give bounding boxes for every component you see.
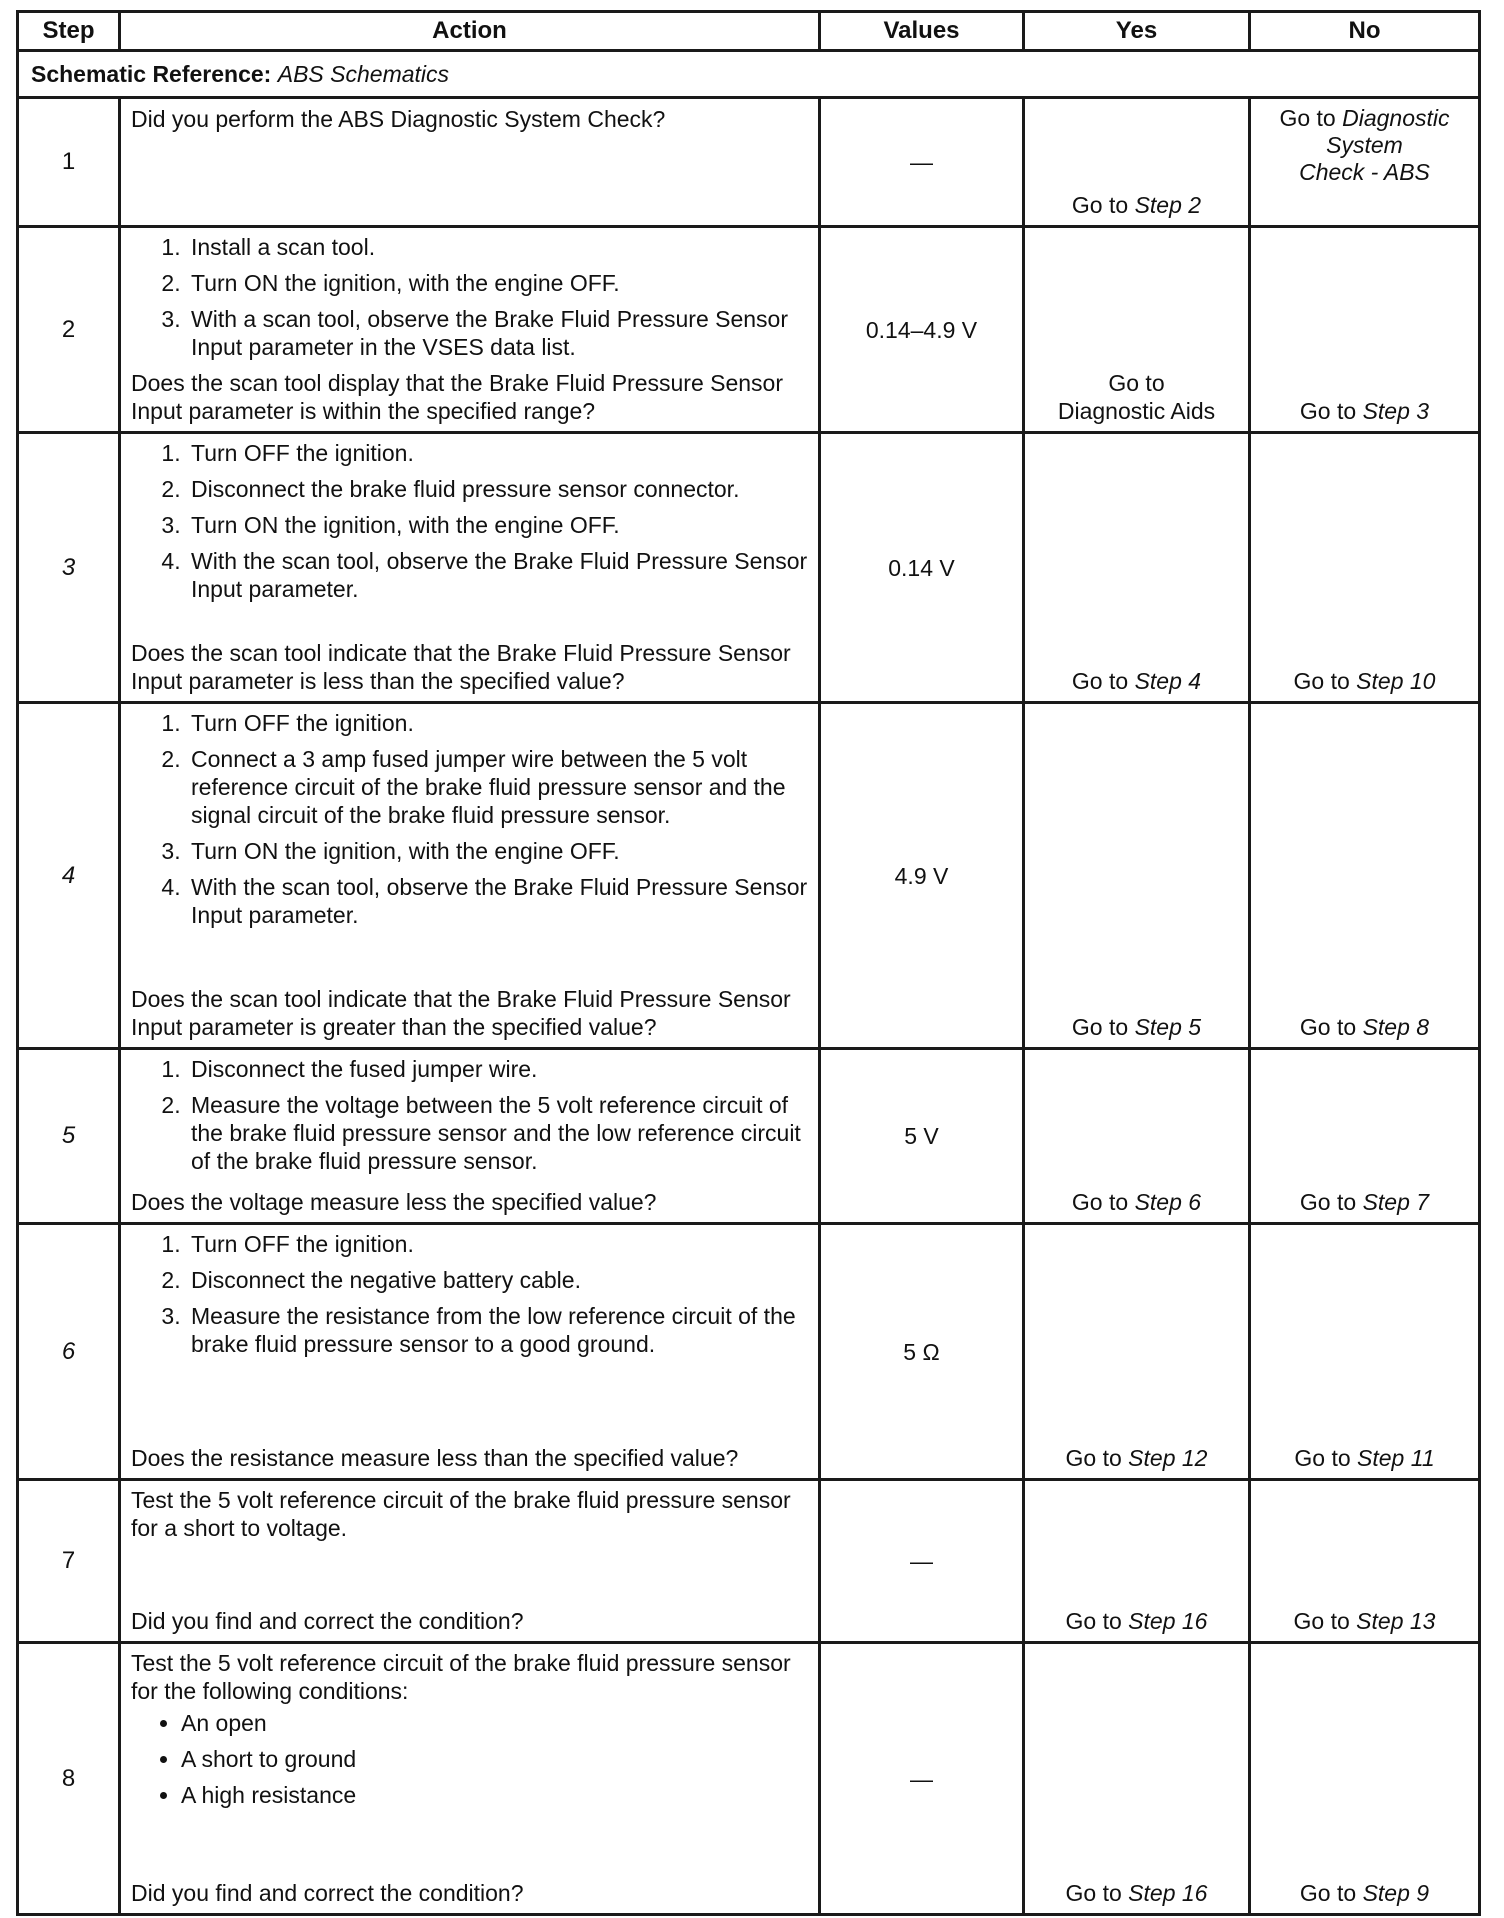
condition-item: • A high resistance (181, 1781, 808, 1809)
value-text: — (910, 1765, 933, 1792)
action-intro: Did you perform the ABS Diagnostic System Check? (131, 106, 666, 132)
action-cell (120, 98, 820, 227)
no-cell (1250, 1643, 1480, 1915)
no-cell (1250, 433, 1480, 703)
action-step: 4. With the scan tool, observe the Brake Fluid Pressure Sensor Input parameter. (187, 873, 808, 929)
value-text: 5 Ω (903, 1338, 940, 1365)
action-step: 1. Turn OFF the ignition. (187, 1230, 808, 1258)
yes-cell (1024, 1049, 1250, 1224)
action-step: 2. Connect a 3 amp fused jumper wire between the 5 volt reference circuit of the brake fluid pressure sensor and the signal circuit of the brake fluid pressure sensor. (187, 745, 808, 829)
action-steps (131, 439, 808, 611)
value-cell (820, 1224, 1024, 1480)
no-target: Step 3 (1362, 398, 1430, 424)
no-cell (1250, 227, 1480, 433)
no-cell (1250, 1049, 1480, 1224)
value-text: 0.14 V (888, 554, 955, 581)
header-no: No (1250, 12, 1480, 51)
condition-item: • A short to ground (181, 1745, 808, 1773)
action-question: Does the voltage measure less the specified value? (131, 1189, 657, 1215)
action-question: Does the scan tool indicate that the Brake Fluid Pressure Sensor Input parameter is less than the specified value? (131, 640, 791, 694)
action-cell (120, 1480, 820, 1643)
header-values: Values (820, 12, 1024, 51)
yes-cell (1024, 703, 1250, 1049)
schematic-link[interactable]: ABS Schematics (277, 61, 450, 87)
header-action: Action (120, 12, 820, 51)
yes-cell (1024, 1224, 1250, 1480)
action-cell (120, 703, 820, 1049)
table-row (18, 1480, 1480, 1643)
yes-target: Step 16 (1128, 1880, 1208, 1906)
go-to-text: Go to (1293, 1608, 1350, 1634)
no-target-line2: System (1326, 132, 1403, 158)
action-step: 2. Disconnect the negative battery cable. (187, 1266, 808, 1294)
action-cell (120, 433, 820, 703)
action-intro: Test the 5 volt reference circuit of the brake fluid pressure sensor for the following conditions: (131, 1650, 791, 1704)
value-cell (820, 703, 1024, 1049)
yes-link[interactable] (1025, 1013, 1248, 1041)
no-link[interactable] (1251, 397, 1478, 425)
value-text: 0.14–4.9 V (865, 316, 978, 343)
go-to-text: Go to (1299, 1880, 1357, 1906)
value-text: — (910, 149, 933, 175)
value-text: 4.9 V (894, 862, 949, 889)
action-question: Did you find and correct the condition? (131, 1608, 524, 1634)
go-to-text: Go to (1071, 1014, 1129, 1040)
action-step: 2. Disconnect the brake fluid pressure sensor connector. (187, 475, 808, 503)
table-row (18, 227, 1480, 433)
action-steps (131, 1230, 808, 1366)
yes-link[interactable] (1025, 1879, 1248, 1907)
go-to-text: Go to (1299, 398, 1357, 424)
value-text: — (910, 1548, 933, 1574)
diagnostic-table (16, 10, 1481, 1916)
yes-target: Step 6 (1134, 1189, 1202, 1215)
value-cell (820, 1643, 1024, 1915)
value-cell (820, 1049, 1024, 1224)
go-to-text: Go to (1065, 1880, 1122, 1906)
yes-cell (1024, 1643, 1250, 1915)
header-step: Step (18, 12, 120, 51)
no-target: Step 7 (1362, 1189, 1430, 1215)
yes-link[interactable] (1025, 369, 1248, 425)
table-row (18, 98, 1480, 227)
action-cell (120, 1643, 820, 1915)
no-cell (1250, 703, 1480, 1049)
no-link[interactable] (1251, 1444, 1478, 1472)
yes-target: Step 12 (1128, 1445, 1208, 1471)
table-row (18, 1224, 1480, 1480)
value-text: 5 V (904, 1123, 939, 1149)
action-cell (120, 227, 820, 433)
yes-cell (1024, 98, 1250, 227)
yes-link[interactable] (1025, 667, 1248, 695)
yes-link[interactable] (1025, 1444, 1248, 1472)
no-link[interactable] (1251, 1188, 1478, 1216)
no-target: Step 11 (1357, 1445, 1435, 1471)
no-link[interactable] (1251, 1607, 1478, 1635)
schematic-reference (18, 51, 1480, 98)
no-target-line1: Diagnostic (1342, 105, 1450, 131)
value-cell (820, 1480, 1024, 1643)
no-link[interactable] (1251, 99, 1478, 186)
yes-cell (1024, 1480, 1250, 1643)
table-row (18, 433, 1480, 703)
go-to-text: Go to (1293, 668, 1350, 694)
yes-cell (1024, 227, 1250, 433)
table-row (18, 703, 1480, 1049)
step-number: 7 (18, 1480, 120, 1643)
yes-target: Step 5 (1134, 1014, 1202, 1040)
step-number: 8 (18, 1643, 120, 1915)
no-cell (1250, 1224, 1480, 1480)
table-row (18, 1643, 1480, 1915)
action-step: 2. Measure the voltage between the 5 volt reference circuit of the brake fluid pressure sensor and the low reference circuit of the brake fluid pressure sensor. (187, 1091, 808, 1175)
go-to-text: Go to (1071, 192, 1129, 218)
action-question: Does the scan tool indicate that the Brake Fluid Pressure Sensor Input parameter is greater than the specified value? (131, 986, 791, 1040)
no-cell (1250, 1480, 1480, 1643)
action-step: 1. Disconnect the fused jumper wire. (187, 1055, 808, 1083)
diagnostic-table-page (16, 10, 1478, 1916)
header-yes: Yes (1024, 12, 1250, 51)
go-to-text: Go to (1108, 370, 1165, 396)
action-question: Did you find and correct the condition? (131, 1880, 524, 1906)
value-cell (820, 227, 1024, 433)
step-number: 5 (18, 1049, 120, 1224)
no-target: Step 10 (1356, 668, 1436, 694)
no-link[interactable] (1251, 1879, 1478, 1907)
action-step: 3. Turn ON the ignition, with the engine OFF. (187, 837, 808, 865)
step-number: 3 (18, 433, 120, 703)
value-cell (820, 433, 1024, 703)
go-to-text: Go to (1294, 1445, 1351, 1471)
action-steps (131, 233, 808, 369)
condition-item: • An open (181, 1709, 808, 1737)
no-target: Step 8 (1362, 1014, 1430, 1040)
action-step: 1. Turn OFF the ignition. (187, 439, 808, 467)
action-step: 3. With a scan tool, observe the Brake Fluid Pressure Sensor Input parameter in the VSES data list. (187, 305, 808, 361)
step-number: 6 (18, 1224, 120, 1480)
action-cell (120, 1049, 820, 1224)
yes-link[interactable] (1025, 1607, 1248, 1635)
no-target: Step 13 (1356, 1608, 1436, 1634)
step-number: 1 (18, 98, 120, 227)
go-to-text: Go to (1065, 1608, 1122, 1634)
action-cell (120, 1224, 820, 1480)
go-to-text: Go to (1065, 1445, 1122, 1471)
header-row (18, 12, 1480, 51)
table-row (18, 1049, 1480, 1224)
no-link[interactable] (1251, 667, 1478, 695)
yes-cell (1024, 433, 1250, 703)
action-step: 3. Measure the resistance from the low reference circuit of the brake fluid pressure sensor to a good ground. (187, 1302, 808, 1358)
yes-target: Step 2 (1134, 192, 1202, 218)
yes-target: Step 16 (1128, 1608, 1208, 1634)
action-step: 2. Turn ON the ignition, with the engine OFF. (187, 269, 808, 297)
action-question: Does the scan tool display that the Brake Fluid Pressure Sensor Input parameter is within the specified range? (131, 370, 784, 424)
yes-link[interactable] (1025, 191, 1248, 219)
action-step: 3. Turn ON the ignition, with the engine OFF. (187, 511, 808, 539)
go-to-text: Go to (1299, 1014, 1357, 1040)
action-intro: Test the 5 volt reference circuit of the brake fluid pressure sensor for a short to voltage. (131, 1487, 791, 1541)
value-cell (820, 98, 1024, 227)
action-step: 4. With the scan tool, observe the Brake Fluid Pressure Sensor Input parameter. (187, 547, 808, 603)
go-to-text: Go to (1299, 1189, 1357, 1215)
no-link[interactable] (1251, 1013, 1478, 1041)
schematic-reference-row (18, 51, 1480, 98)
action-steps (131, 709, 808, 937)
action-question: Does the resistance measure less than the specified value? (131, 1445, 739, 1471)
yes-link[interactable] (1025, 1188, 1248, 1216)
condition-list (131, 1709, 808, 1809)
go-to-text: Go to (1071, 668, 1129, 694)
yes-target: Step 4 (1134, 668, 1202, 694)
no-cell (1250, 98, 1480, 227)
action-steps (131, 1055, 808, 1183)
step-number: 2 (18, 227, 120, 433)
go-to-text: Go to (1071, 1189, 1129, 1215)
action-step: 1. Install a scan tool. (187, 233, 808, 261)
action-step: 1. Turn OFF the ignition. (187, 709, 808, 737)
schematic-label: Schematic Reference: (31, 61, 272, 87)
no-target-line3: Check - ABS (1299, 159, 1430, 185)
step-number: 4 (18, 703, 120, 1049)
yes-target: Diagnostic Aids (1057, 398, 1216, 424)
go-to-text: Go to (1279, 105, 1336, 131)
no-target: Step 9 (1362, 1880, 1430, 1906)
